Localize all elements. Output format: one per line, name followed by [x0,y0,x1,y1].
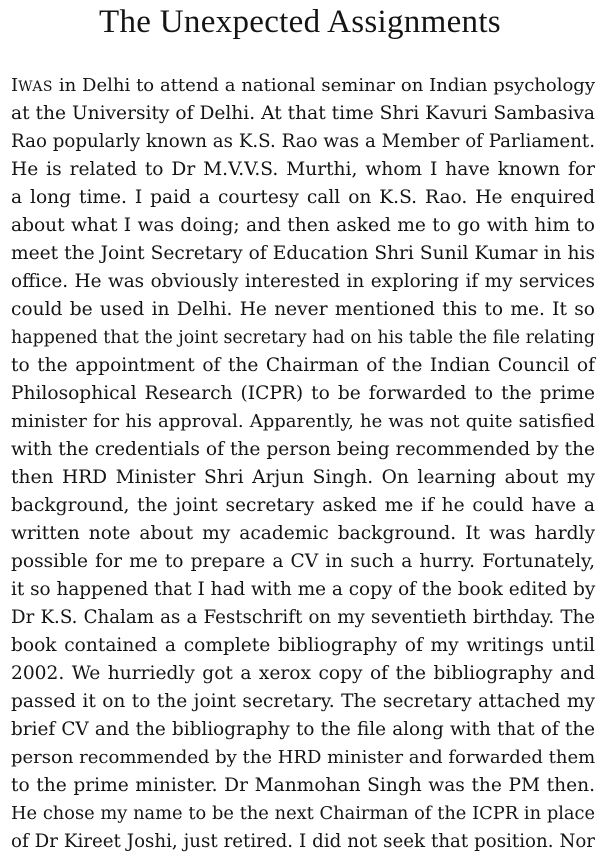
text-line-19: it so happened that I had with me a copy of the book edited by [11,579,596,600]
smallcaps-word: WAS [18,79,54,95]
text-line-7: meet the Joint Secretary of Education Shri Sunil Kumar in his [11,243,595,264]
text-line-20: Dr K.S. Chalam as a Festschrift on my seventieth birthday. The [11,607,595,628]
text-line-8: office. He was obviously interested in exploring if my services [11,271,595,292]
text-line-3: Rao popularly known as K.S. Rao was a Member of Parliament. [11,131,595,152]
text-line-16: background, the joint secretary asked me if he could have a [11,495,595,516]
text-line-26: to the prime minister. Dr Manmohan Singh was the PM then. [11,775,595,796]
text-line-11: to the appointment of the Chairman of the Indian Council of [11,355,595,376]
text-line-15: then HRD Minister Shri Arjun Singh. On learning about my [11,467,595,488]
text-line-17: written note about my academic background. It was hardly [11,523,595,544]
text-line-21: book contained a complete bibliography of my writings until [11,635,595,656]
text-line-18: possible for me to prepare a CV in such a hurry. Fortunately, [11,551,595,572]
text-line-2: at the University of Delhi. At that time Shri Kavuri Sambasiva [11,103,595,124]
chapter-title: The Unexpected Assignments [99,4,501,40]
text-line-6: about what I was doing; and then asked me to go with him to [11,215,595,236]
text-line-27: He chose my name to be the next Chairman of the ICPR in place [11,803,595,824]
text-line-24: brief CV and the bibliography to the file along with that of the [11,719,595,740]
text-line-4: He is related to Dr M.V.V.S. Murthi, whom I have known for [11,159,595,180]
body-paragraph [11,72,595,856]
text-line-23: passed it on to the joint secretary. The secretary attached my [11,691,595,712]
text-line-22: 2002. We hurriedly got a xerox copy of the bibliography and [11,663,595,684]
text-line-28: of Dr Kireet Joshi, just retired. I did not seek that position. Nor [11,831,595,852]
text-line-5: a long time. I paid a courtesy call on K.S. Rao. He enquired [11,187,595,208]
text-line-9: could be used in Delhi. He never mentioned this to me. It so [11,299,595,320]
text-line-25: person recommended by the HRD minister and forwarded them [11,747,596,768]
text-line-1-rest: in Delhi to attend a national seminar on Indian psychology [53,75,595,96]
text-line-1 [11,72,595,100]
text-line-12: Philosophical Research (ICPR) to be forwarded to the prime [11,383,595,404]
drop-initial: I [11,75,19,96]
text-line-10: happened that the joint secretary had on his table the file relating [11,328,596,348]
text-line-13: minister for his approval. Apparently, he was not quite satisfied [11,411,595,432]
text-line-14: with the credentials of the person being recommended by the [11,439,595,460]
